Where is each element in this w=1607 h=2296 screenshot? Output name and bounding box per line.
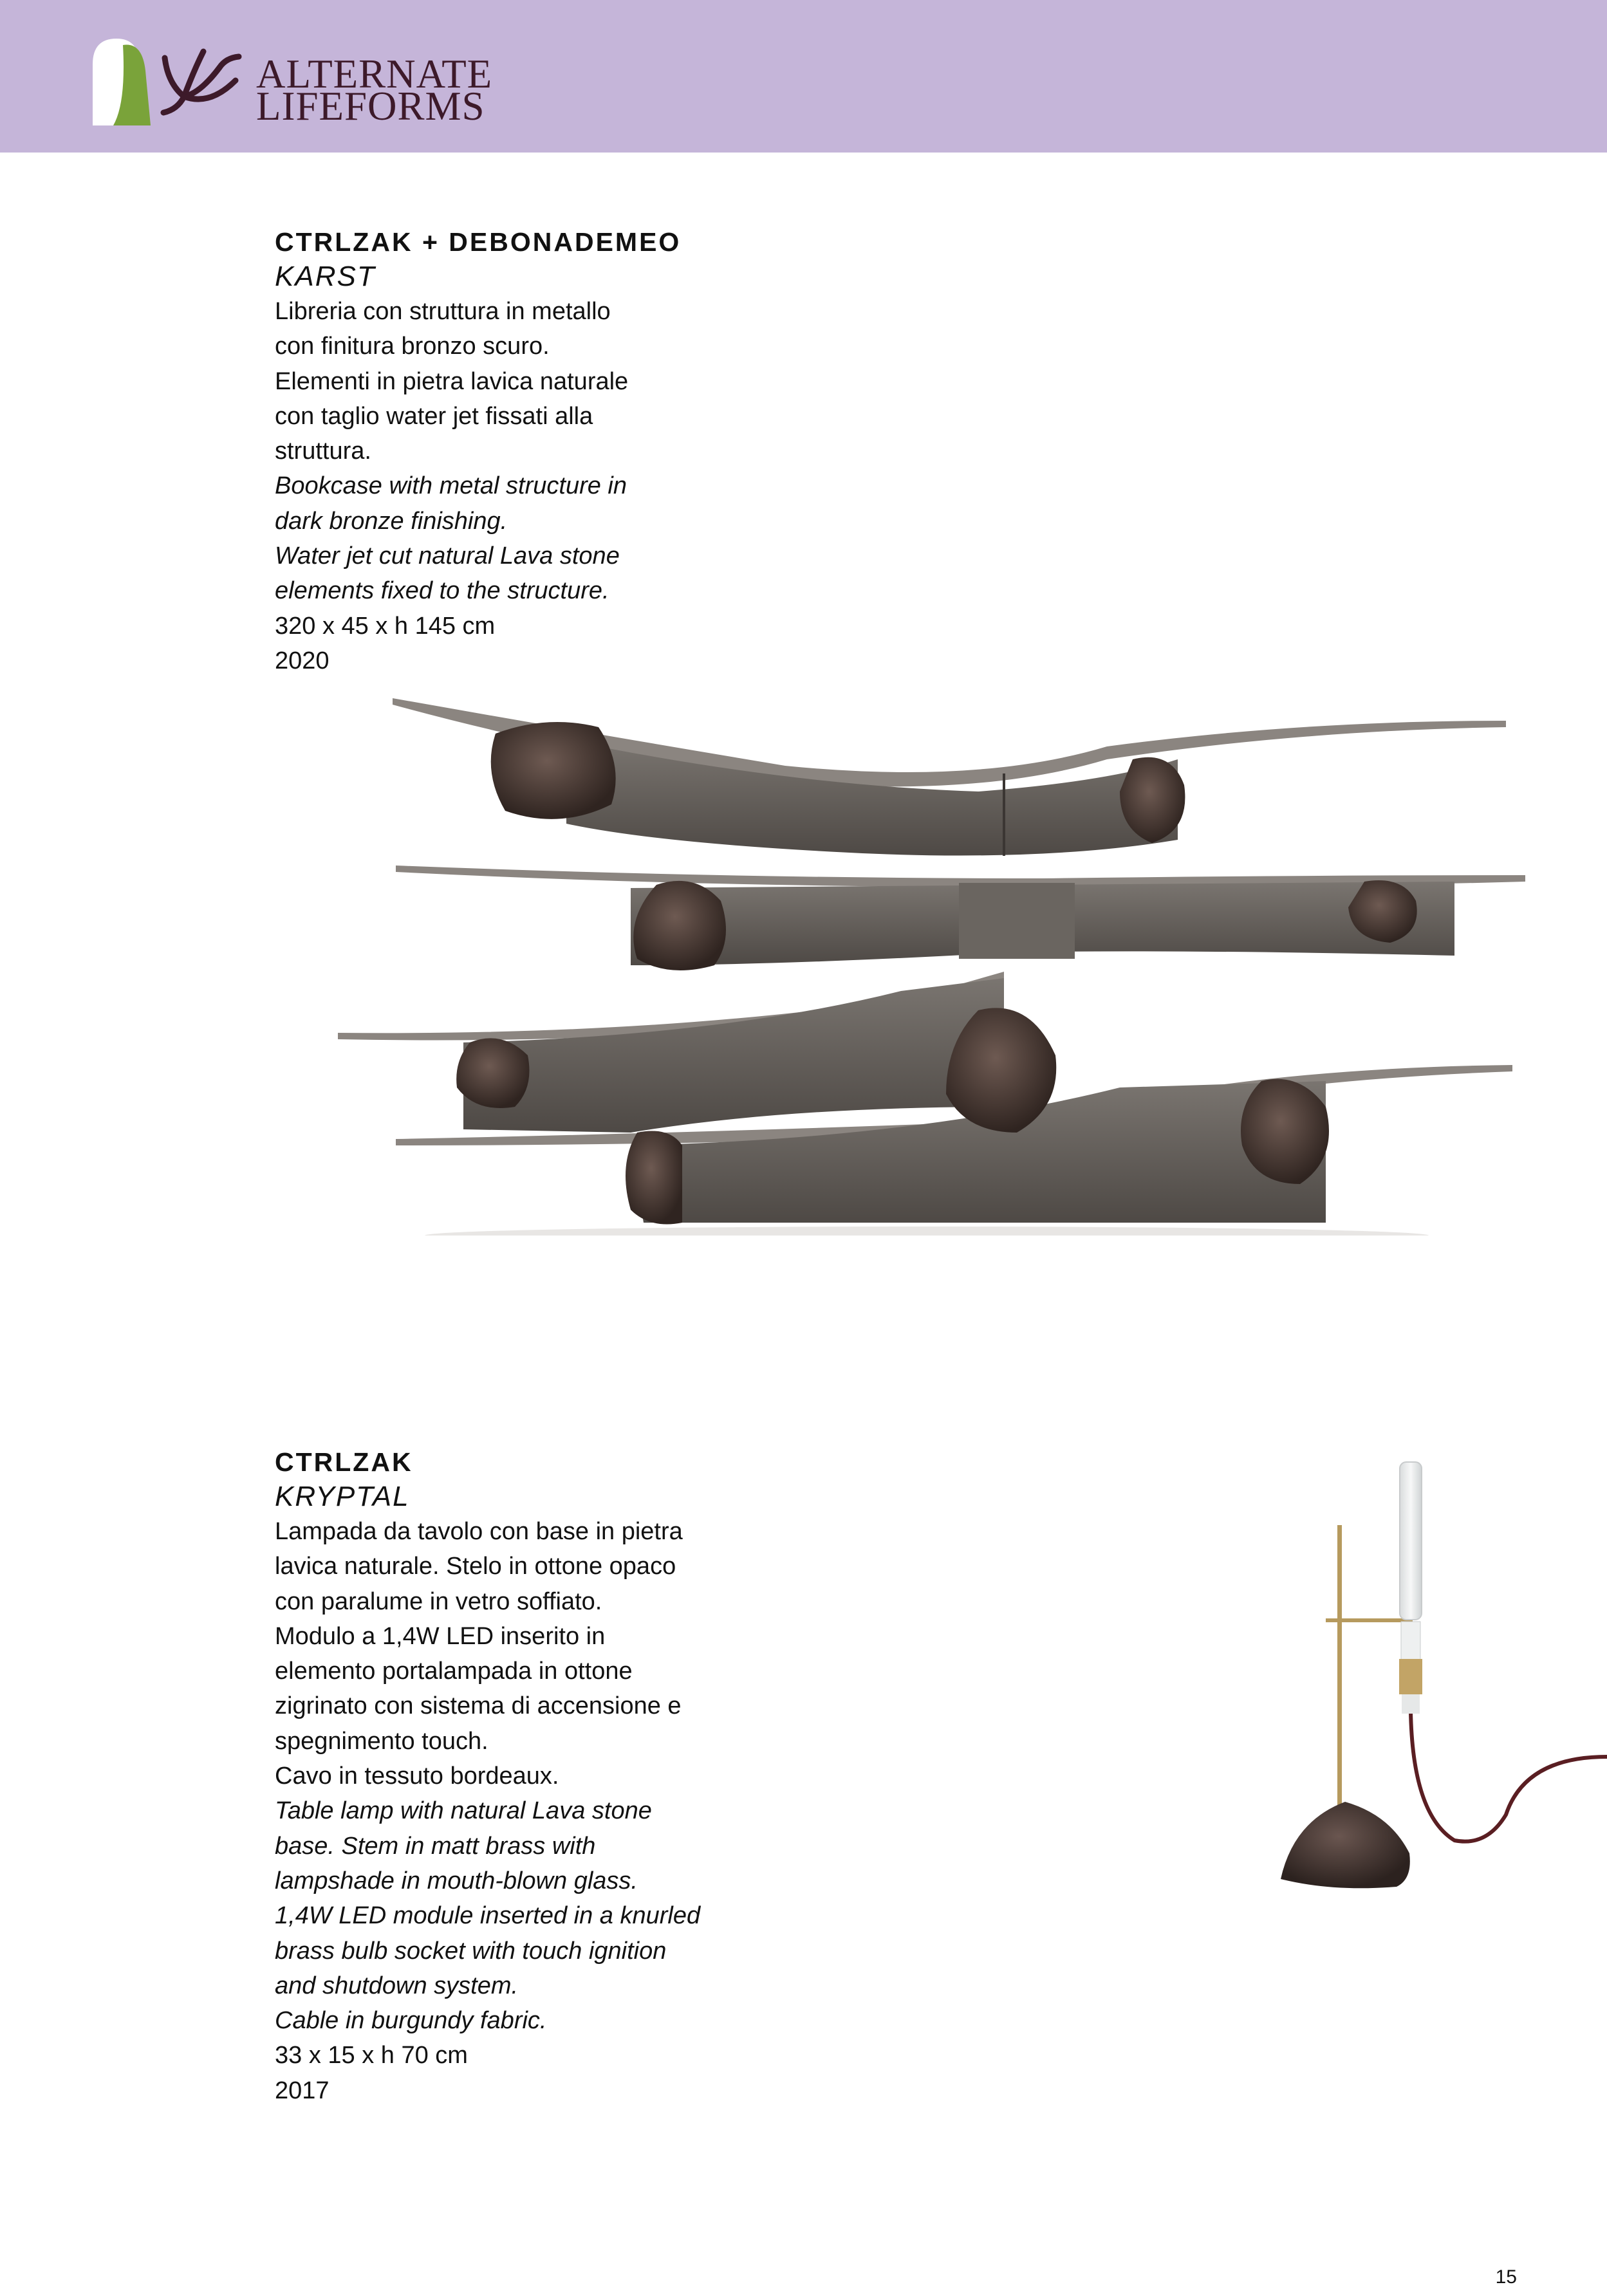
desc-en-line: and shutdown system. bbox=[275, 1972, 519, 1999]
desc-en-line: dark bronze finishing. bbox=[275, 507, 508, 535]
desc-en-line: lampshade in mouth-blown glass. bbox=[275, 1867, 638, 1894]
desc-en-line: Table lamp with natural Lava stone bbox=[275, 1797, 652, 1825]
desc-it-line: Modulo a 1,4W LED inserito in bbox=[275, 1622, 606, 1650]
product-title: KRYPTAL bbox=[275, 1481, 410, 1512]
desc-it-line: struttura. bbox=[275, 438, 371, 465]
page-number: 15 bbox=[1495, 2266, 1517, 2288]
desc-it-line: spegnimento touch. bbox=[275, 1727, 488, 1755]
kryptal-lamp-image bbox=[1274, 1454, 1607, 1892]
product-year: 2017 bbox=[275, 2077, 330, 2104]
logo-wordmark bbox=[256, 51, 493, 129]
logo-line-1: ALTERNATE bbox=[256, 51, 493, 97]
desc-it-line: Lampada da tavolo con base in pietra bbox=[275, 1518, 683, 1545]
product-kryptal bbox=[275, 1445, 906, 2108]
desc-it-line: con finitura bronzo scuro. bbox=[275, 333, 550, 360]
product-dimensions: 33 x 15 x h 70 cm bbox=[275, 2042, 468, 2069]
desc-it-line: Cavo in tessuto bordeaux. bbox=[275, 1763, 559, 1790]
desc-en-line: elements fixed to the structure. bbox=[275, 577, 609, 605]
desc-it-line: Elementi in pietra lavica naturale bbox=[275, 367, 629, 395]
desc-it-line: Libreria con struttura in metallo bbox=[275, 298, 611, 325]
header-band bbox=[0, 0, 1607, 153]
product-artist: CTRLZAK bbox=[275, 1447, 413, 1477]
desc-it-line: elemento portalampada in ottone bbox=[275, 1658, 633, 1685]
logo-line-2: LIFEFORMS bbox=[256, 84, 485, 129]
product-dimensions: 320 x 45 x h 145 cm bbox=[275, 612, 496, 640]
desc-en-line: Bookcase with metal structure in bbox=[275, 472, 627, 500]
desc-it-line: zigrinato con sistema di accensione e bbox=[275, 1692, 682, 1720]
desc-it-line: con taglio water jet fissati alla bbox=[275, 402, 593, 430]
desc-en-line: base. Stem in matt brass with bbox=[275, 1832, 596, 1860]
desc-en-line: Cable in burgundy fabric. bbox=[275, 2007, 547, 2035]
product-year: 2020 bbox=[275, 647, 330, 674]
desc-en-line: 1,4W LED module inserted in a knurled bbox=[275, 1902, 701, 1930]
desc-en-line: Water jet cut natural Lava stone bbox=[275, 542, 620, 570]
desc-en-line: brass bulb socket with touch ignition bbox=[275, 1937, 667, 1965]
product-karst bbox=[275, 225, 906, 678]
desc-it-line: con paralume in vetro soffiato. bbox=[275, 1588, 602, 1615]
karst-bookcase-image bbox=[335, 695, 1532, 1236]
logo-icon bbox=[88, 32, 268, 129]
product-title: KARST bbox=[275, 261, 376, 292]
desc-it-line: lavica naturale. Stelo in ottone opaco bbox=[275, 1553, 676, 1580]
product-artist: CTRLZAK + DEBONADEMEO bbox=[275, 227, 682, 257]
